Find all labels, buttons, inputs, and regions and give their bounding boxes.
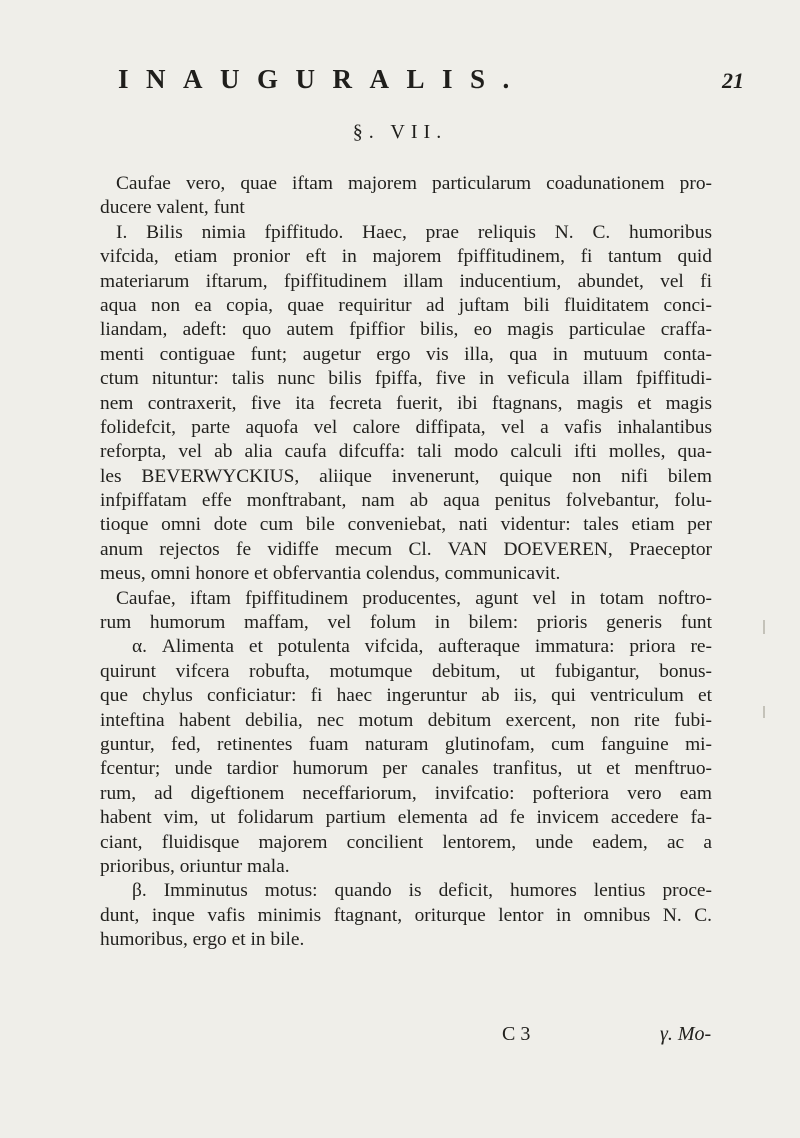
text-line: humoribus, ergo et in bile.	[100, 929, 305, 951]
text-line: ducere valent, funt	[100, 197, 245, 219]
text-line: rum humorum maffam, vel folum in bilem: prioris generis funt	[100, 612, 712, 634]
text-line: rum, ad digeftionem neceffariorum, invifcatio: pofteriora vero eam	[100, 782, 712, 804]
margin-mark	[763, 706, 765, 718]
text-line: ciant, fluidisque majorem concilient lentorem, unde eadem, ac a	[100, 831, 712, 853]
catchword: γ. Mo-	[660, 1023, 712, 1045]
text-line: que chylus conficiatur: fi haec ingeruntur ab iis, qui ventriculum et	[100, 685, 712, 707]
text-line: menti contiguae funt; augetur ergo vis illa, qua in mutuum conta-	[100, 343, 712, 365]
text-line: vifcida, etiam pronior eft in majorem fpiffitudinem, fi tantum quid	[100, 246, 712, 268]
text-line: folidefcit, parte aquofa vel calore diffipata, vel a vafis inhalantibus	[100, 416, 712, 438]
text-line: dunt, inque vafis minimis ftagnant, oriturque lentor in omnibus N. C.	[100, 904, 712, 926]
section-heading: §. VII.	[352, 121, 448, 143]
running-head-title: INAUGURALIS.	[118, 64, 527, 94]
text-line: α. Alimenta et potulenta vifcida, aufteraque immatura: priora re-	[132, 636, 712, 658]
text-line: anum rejectos fe vidiffe mecum Cl. VAN DOEVEREN, Praeceptor	[100, 538, 712, 560]
text-line: tioque omni dote cum bile conveniebat, nati videntur: tales etiam per	[100, 514, 712, 536]
text-line: meus, omni honore et obfervantia colendus, communicavit.	[100, 563, 561, 585]
text-line: aqua non ea copia, quae requiritur ad juftam bili fluiditatem conci-	[100, 294, 712, 316]
text-line: Caufae vero, quae iftam majorem particularum coadunationem pro-	[116, 173, 712, 194]
text-line: nem contraxerit, five ita fecreta fuerit, ibi ftagnans, magis et magis	[100, 392, 712, 414]
text-line: Caufae, iftam fpiffitudinem producentes, agunt vel in totam noftro-	[116, 587, 712, 609]
text-line: quirunt vifcera robufta, motumque debitum, ut fubigantur, bonus-	[100, 660, 712, 682]
text-line: habent vim, ut folidarum partium elementa ad fe invicem accedere fa-	[100, 807, 712, 829]
body-text	[100, 172, 712, 953]
text-line: guntur, fed, retinentes fuam naturam glutinofam, cum fanguine mi-	[100, 733, 712, 755]
text-line: I. Bilis nimia fpiffitudo. Haec, prae reliquis N. C. humoribus	[116, 221, 712, 243]
text-line: liandam, adeft: quo autem fpiffior bilis, eo magis particulae craffa-	[100, 319, 712, 341]
page-footer	[0, 1023, 800, 1049]
margin-mark	[763, 620, 765, 634]
page-number: 21	[722, 68, 744, 93]
text-line: les BEVERWYCKIUS, aliique invenerunt, quique non nifi bilem	[100, 465, 712, 487]
text-line: inteftina habent debilia, nec motum debitum exercent, non rite fubi-	[100, 709, 712, 731]
text-line: infpiffatam effe monftrabant, nam ab aqua penitus folvebantur, folu-	[100, 490, 712, 512]
text-line: fcentur; unde tardior humorum per canales tranfitus, ut et menftruo-	[100, 758, 712, 780]
text-line: prioribus, oriuntur mala.	[100, 855, 290, 877]
text-line: materiarum iftarum, fpiffitudinem illam inducentium, abundet, vel fi	[100, 270, 712, 292]
text-line: reforpta, vel ab alia caufa difcuffa: tali modo calculi ifti molles, qua-	[100, 441, 712, 463]
text-line: β. Imminutus motus: quando is deficit, humores lentius proce-	[132, 880, 712, 902]
signature-mark: C 3	[502, 1023, 531, 1045]
text-line: ctum nituntur: talis nunc bilis fpiffa, five in veficula illam fpiffitudi-	[100, 368, 712, 390]
